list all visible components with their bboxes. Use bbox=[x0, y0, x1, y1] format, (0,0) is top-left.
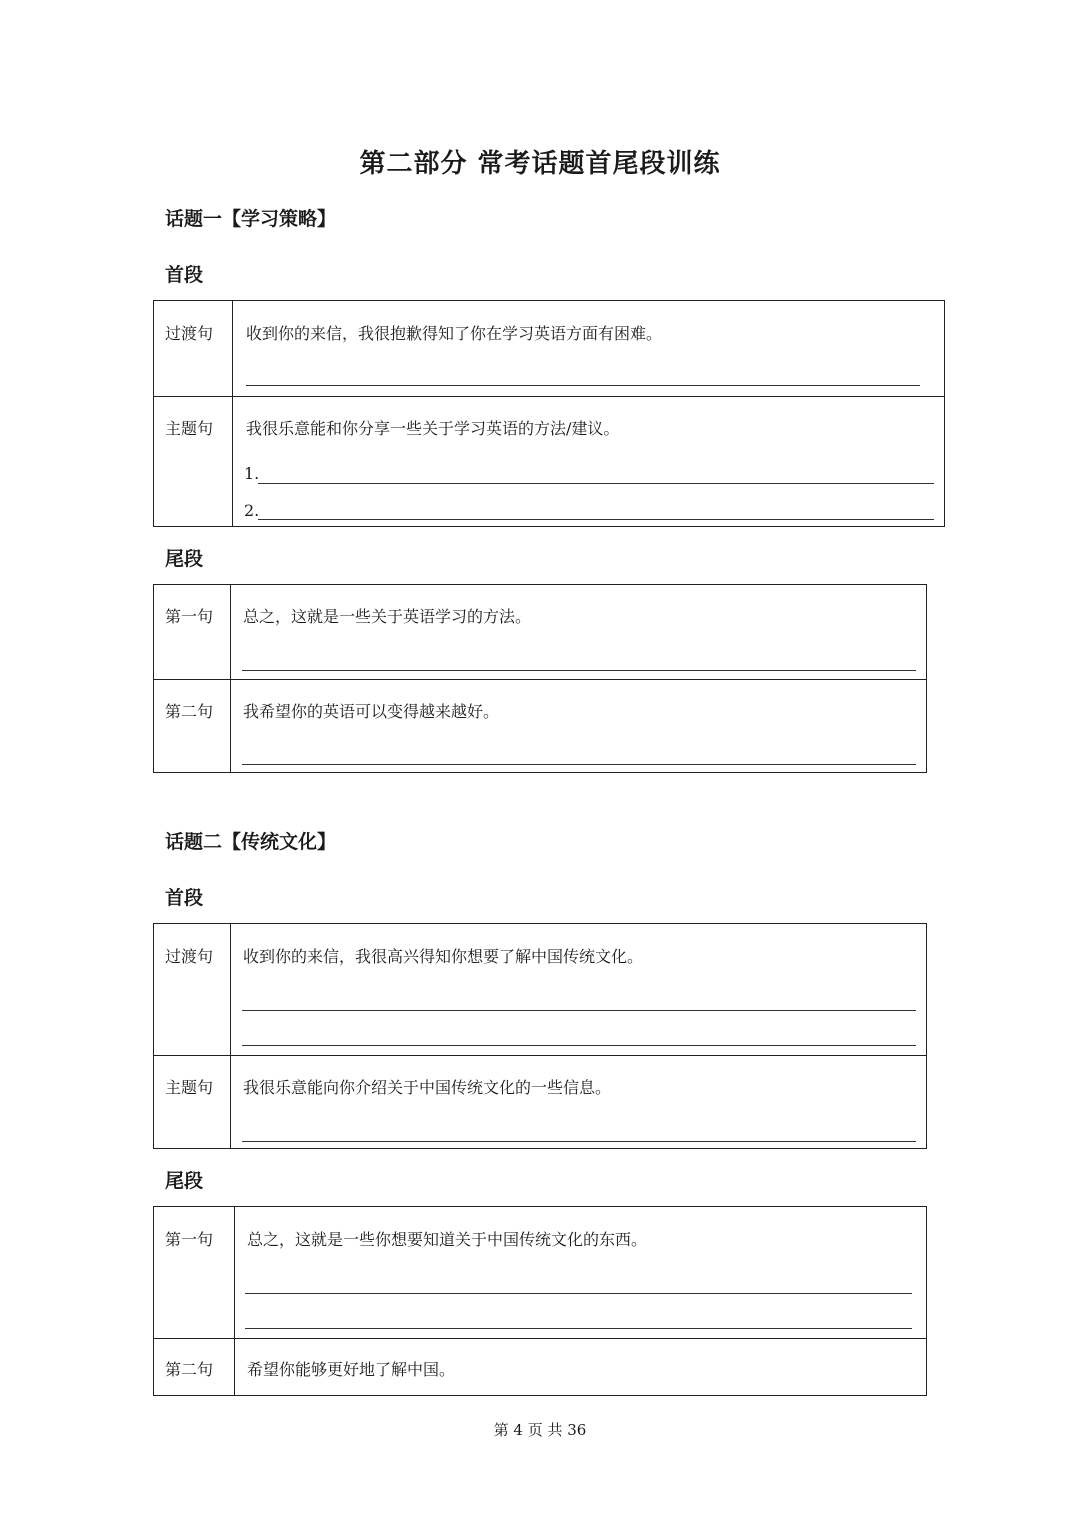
topic-2-opening-table bbox=[153, 923, 927, 1149]
answer-line[interactable] bbox=[242, 1141, 916, 1142]
row-text: 我希望你的英语可以变得越来越好。 bbox=[243, 702, 500, 721]
table-row bbox=[154, 924, 926, 1055]
row-text: 收到你的来信，我很高兴得知你想要了解中国传统文化。 bbox=[243, 947, 644, 966]
table-row bbox=[154, 1207, 926, 1338]
answer-line[interactable] bbox=[246, 385, 920, 386]
topic-2-closing-heading: 尾段 bbox=[165, 1170, 204, 1192]
answer-line[interactable] bbox=[242, 1010, 916, 1011]
table-row bbox=[154, 396, 944, 526]
row-label: 第二句 bbox=[165, 1360, 214, 1379]
topic-1-opening-table bbox=[153, 300, 945, 527]
page-title: 第二部分 常考话题首尾段训练 bbox=[359, 149, 721, 179]
answer-line[interactable] bbox=[258, 483, 934, 484]
answer-line[interactable] bbox=[245, 1293, 912, 1294]
row-text: 我很乐意能和你分享一些关于学习英语的方法/建议。 bbox=[246, 419, 620, 438]
row-label: 主题句 bbox=[165, 419, 214, 438]
topic-2-title: 话题二【传统文化】 bbox=[165, 831, 337, 853]
row-text: 总之，这就是一些关于英语学习的方法。 bbox=[243, 607, 532, 626]
topic-2-closing-table bbox=[153, 1206, 927, 1396]
topic-2-opening-heading: 首段 bbox=[165, 887, 204, 909]
row-text: 收到你的来信，我很抱歉得知了你在学习英语方面有困难。 bbox=[246, 324, 663, 343]
row-label: 第一句 bbox=[165, 1230, 214, 1249]
row-label: 第二句 bbox=[165, 702, 214, 721]
table-row bbox=[154, 1055, 926, 1148]
answer-line[interactable] bbox=[258, 519, 934, 520]
row-text: 我很乐意能向你介绍关于中国传统文化的一些信息。 bbox=[243, 1078, 612, 1097]
topic-1-opening-heading: 首段 bbox=[165, 264, 204, 286]
table-row bbox=[154, 679, 926, 772]
item-number: 2. bbox=[244, 501, 260, 520]
row-label: 过渡句 bbox=[165, 324, 214, 343]
page-footer: 第 4 页 共 36 bbox=[493, 1421, 587, 1439]
table-row bbox=[154, 1338, 926, 1395]
row-text: 希望你能够更好地了解中国。 bbox=[247, 1360, 456, 1379]
answer-line[interactable] bbox=[242, 764, 916, 765]
answer-line[interactable] bbox=[245, 1328, 912, 1329]
row-text: 总之，这就是一些你想要知道关于中国传统文化的东西。 bbox=[247, 1230, 648, 1249]
answer-line[interactable] bbox=[242, 670, 916, 671]
table-row bbox=[154, 585, 926, 679]
table-row bbox=[154, 301, 944, 396]
row-label: 第一句 bbox=[165, 607, 214, 626]
topic-1-closing-table bbox=[153, 584, 927, 773]
answer-line[interactable] bbox=[242, 1045, 916, 1046]
row-label: 主题句 bbox=[165, 1078, 214, 1097]
item-number: 1. bbox=[244, 464, 260, 483]
topic-1-title: 话题一【学习策略】 bbox=[165, 208, 337, 230]
row-label: 过渡句 bbox=[165, 947, 214, 966]
topic-1-closing-heading: 尾段 bbox=[165, 548, 204, 570]
